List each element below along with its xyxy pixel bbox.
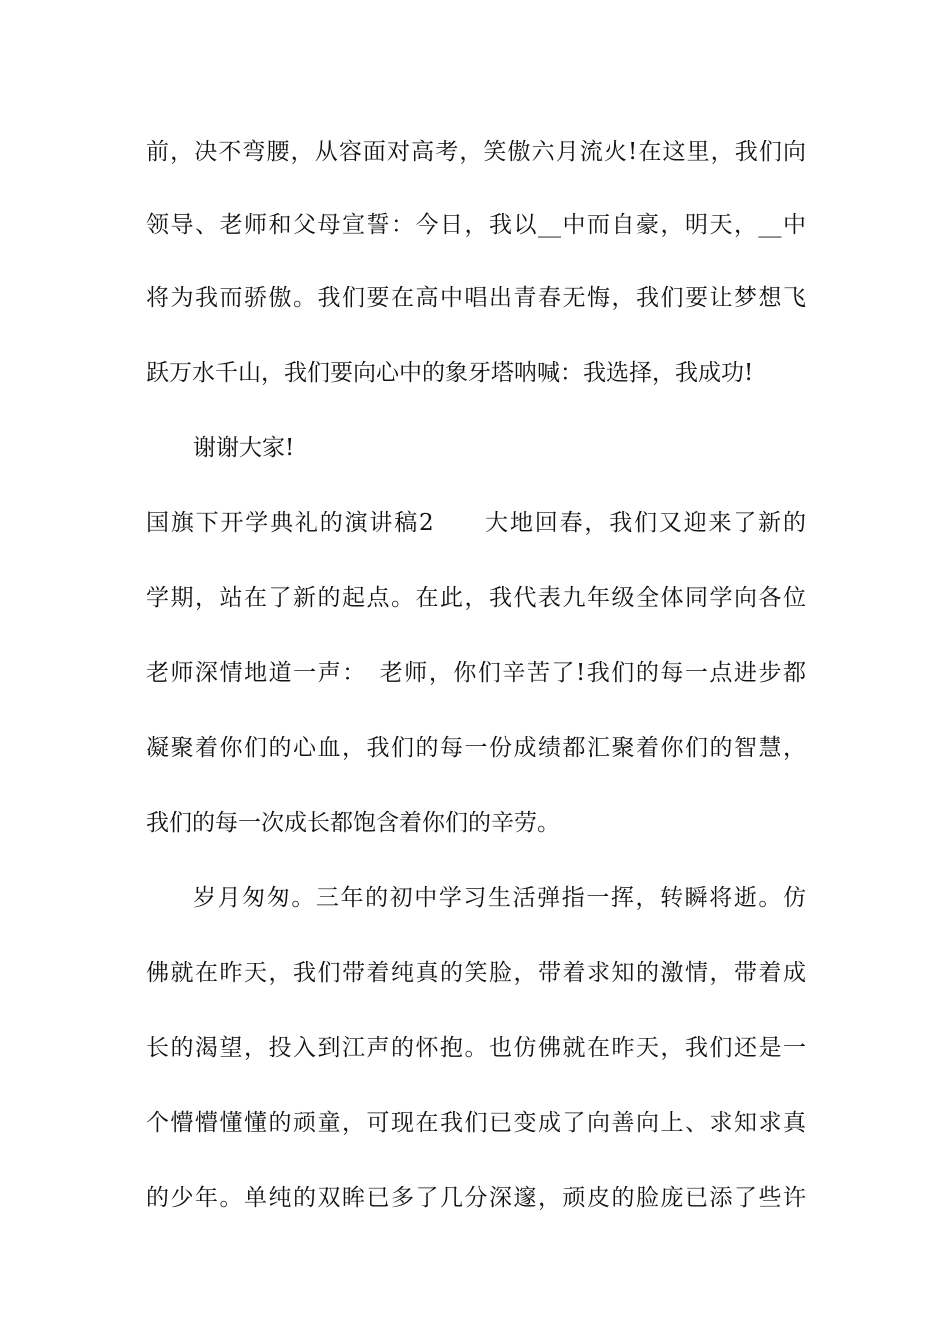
text-line: 的少年。单纯的双眸已多了几分深邃，顽皮的脸庞已添了些许 bbox=[146, 1185, 806, 1211]
text-line: 个懵懵懂懂的顽童，可现在我们已变成了向善向上、求知求真 bbox=[146, 1110, 806, 1136]
text-line: 老师深情地道一声： 老师，你们辛苦了!我们的每一点进步都 bbox=[146, 660, 806, 686]
text-line: 佛就在昨天，我们带着纯真的笑脸，带着求知的激情，带着成 bbox=[146, 960, 806, 986]
section-title-line: 国旗下开学典礼的演讲稿2 大地回春，我们又迎来了新的 bbox=[146, 510, 806, 536]
text-line: 学期，站在了新的起点。在此，我代表九年级全体同学向各位 bbox=[146, 585, 806, 611]
text-line: 我们的每一次成长都饱含着你们的辛劳。 bbox=[146, 810, 560, 836]
text-line: 长的渴望，投入到江声的怀抱。也仿佛就在昨天，我们还是一 bbox=[146, 1035, 806, 1061]
text-line: 将为我而骄傲。我们要在高中唱出青春无悔，我们要让梦想飞 bbox=[146, 285, 806, 311]
text-line: 谢谢大家! bbox=[193, 435, 295, 461]
text-line: 领导、老师和父母宣誓：今日，我以__中而自豪，明天，__中 bbox=[146, 212, 806, 238]
text-line: 跃万水千山，我们要向心中的象牙塔呐喊：我选择，我成功! bbox=[146, 360, 754, 386]
text-line: 前，决不弯腰，从容面对高考，笑傲六月流火!在这里，我们向 bbox=[146, 139, 806, 165]
text-line: 岁月匆匆。三年的初中学习生活弹指一挥，转瞬将逝。仿 bbox=[193, 885, 806, 911]
text-line: 凝聚着你们的心血，我们的每一份成绩都汇聚着你们的智慧， bbox=[146, 735, 806, 761]
